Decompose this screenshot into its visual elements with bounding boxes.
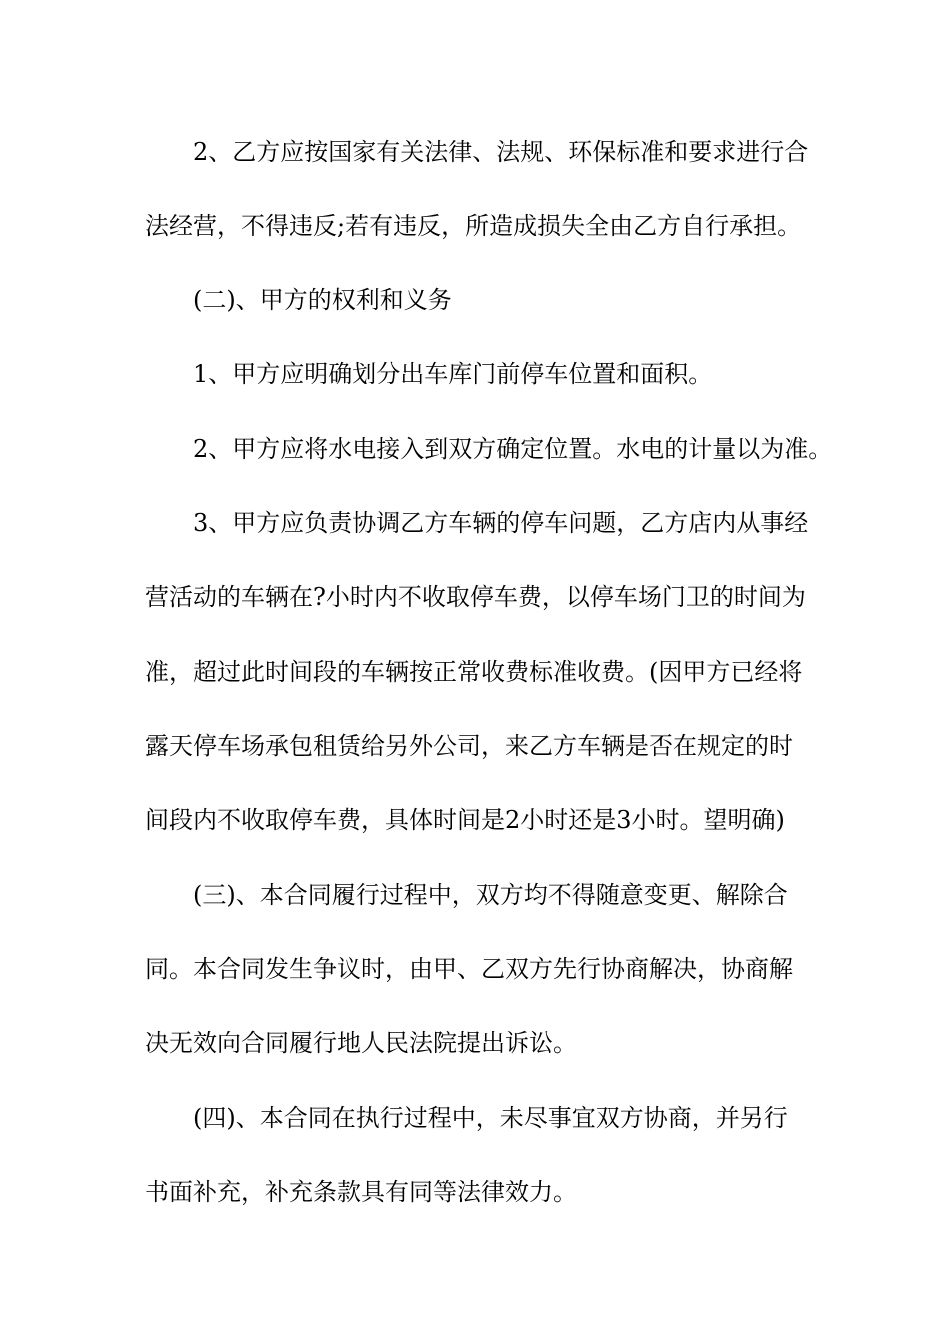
- party-a-item-3-line-2: 营活动的车辆在?小时内不收取停车费，以停车场门卫的时间为: [145, 583, 806, 611]
- section-4-line-2: 书面补充，补充条款具有同等法律效力。: [145, 1178, 577, 1206]
- party-a-item-3-line-5: 间段内不收取停车费，具体时间是2小时还是3小时。望明确): [145, 806, 785, 834]
- party-a-item-3-line-3: 准，超过此时间段的车辆按正常收费标准收费。(因甲方已经将: [145, 658, 803, 686]
- party-a-item-2: 2、甲方应将水电接入到双方确定位置。水电的计量以为准。: [193, 435, 833, 463]
- section-2-heading: (二)、甲方的权利和义务: [193, 286, 452, 314]
- section-3-line-3: 决无效向合同履行地人民法院提出诉讼。: [145, 1029, 577, 1057]
- clause-2-line-2: 法经营，不得违反;若有违反，所造成损失全由乙方自行承担。: [145, 212, 802, 240]
- section-3-line-1: (三)、本合同履行过程中，双方均不得随意变更、解除合: [193, 881, 788, 909]
- party-a-item-3-line-4: 露天停车场承包租赁给另外公司，来乙方车辆是否在规定的时: [145, 732, 793, 760]
- section-3-line-2: 同。本合同发生争议时，由甲、乙双方先行协商解决，协商解: [145, 955, 793, 983]
- party-a-item-3-line-1: 3、甲方应负责协调乙方车辆的停车问题，乙方店内从事经: [193, 509, 809, 537]
- clause-2-line-1: 2、乙方应按国家有关法律、法规、环保标准和要求进行合: [193, 138, 809, 166]
- section-4-line-1: (四)、本合同在执行过程中，未尽事宜双方协商，并另行: [193, 1104, 788, 1132]
- party-a-item-1: 1、甲方应明确划分出车库门前停车位置和面积。: [193, 360, 713, 388]
